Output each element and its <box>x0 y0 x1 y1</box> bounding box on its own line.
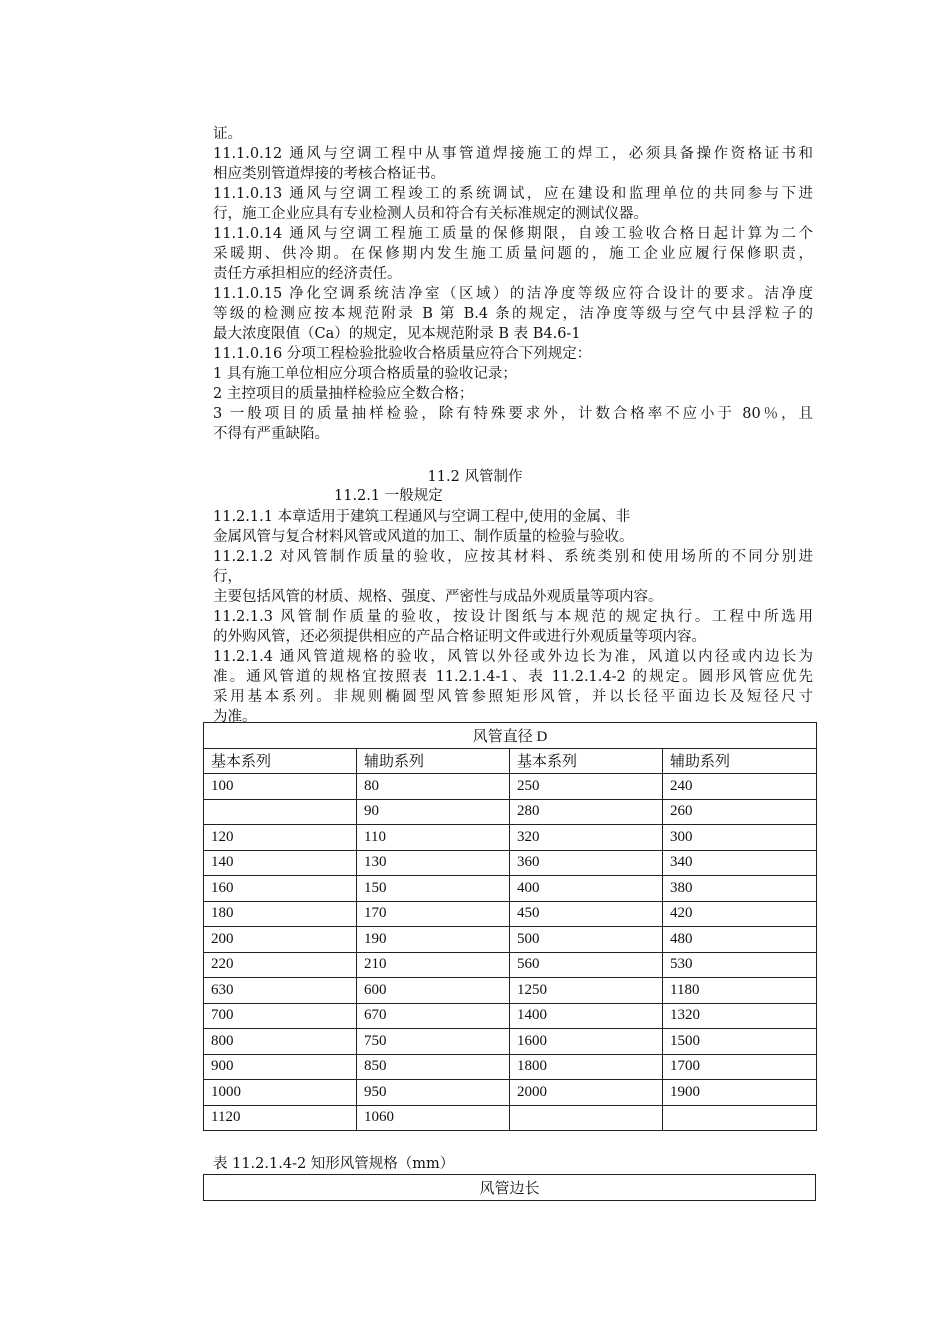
table-cell: 220 <box>204 952 357 978</box>
table-cell: 750 <box>357 1029 510 1055</box>
text-line: 最大浓度限值（Ca）的规定，见本规范附录 B 表 B4.6-1 <box>213 326 581 342</box>
table-cell: 260 <box>663 799 817 825</box>
table-cell: 400 <box>510 876 663 902</box>
text-line: 为准。 <box>213 709 257 725</box>
table-caption-row <box>204 723 817 749</box>
table-cell: 250 <box>510 774 663 800</box>
table-cell <box>663 1105 817 1131</box>
table-cell: 120 <box>204 825 357 851</box>
duct-diameter-table <box>203 722 817 1131</box>
table-cell: 140 <box>204 850 357 876</box>
table-row <box>204 1105 817 1131</box>
column-header: 辅助系列 <box>357 748 510 774</box>
table-caption: 风管直径 D <box>204 723 817 749</box>
table-cell: 110 <box>357 825 510 851</box>
text-line: 11.1.0.13 通风与空调工程竣工的系统调试，应在建设和监理单位的共同参与下进 <box>213 186 813 202</box>
table-cell: 1700 <box>663 1054 817 1080</box>
text-line: 11.1.0.12 通风与空调工程中从事管道焊接施工的焊工，必须具备操作资格证书和 <box>213 146 813 162</box>
table-cell: 340 <box>663 850 817 876</box>
text-line: 责任方承担相应的经济责任。 <box>213 266 402 282</box>
table2-title: 表 11.2.1.4-2 知形风管规格（mm） <box>213 1156 455 1172</box>
table-row <box>204 825 817 851</box>
table-cell: 700 <box>204 1003 357 1029</box>
table-cell: 2000 <box>510 1080 663 1106</box>
text-line: 1 具有施工单位相应分项合格质量的验收记录； <box>213 366 517 382</box>
column-header: 辅助系列 <box>663 748 817 774</box>
paragraphs-top <box>213 124 813 444</box>
text-line: 金属风管与复合材料风管或风道的加工、制作质量的检验与验收。 <box>213 529 634 545</box>
table-cell: 900 <box>204 1054 357 1080</box>
table-cell: 320 <box>510 825 663 851</box>
table-cell: 1060 <box>357 1105 510 1131</box>
text-line: 3 一般项目的质量抽样检验，除有特殊要求外，计数合格率不应小于 80％，且 <box>213 406 813 422</box>
table-cell: 80 <box>357 774 510 800</box>
table-cell: 210 <box>357 952 510 978</box>
text-line: 行，施工企业应具有专业检测人员和符合有关标准规定的测试仪器。 <box>213 206 648 222</box>
text-line: 主要包括风管的材质、规格、强度、严密性与成品外观质量等项内容。 <box>213 589 663 605</box>
text-line: 11.2.1.4 通风管道规格的验收，风管以外径或外边长为准，风道以内径或内边长为 <box>213 649 813 665</box>
table-cell: 420 <box>663 901 817 927</box>
table-row <box>204 850 817 876</box>
table-cell: 240 <box>663 774 817 800</box>
table-cell: 1180 <box>663 978 817 1004</box>
table-cell: 1000 <box>204 1080 357 1106</box>
table-cell: 500 <box>510 927 663 953</box>
section-title: 11.2 风管制作 <box>427 469 523 485</box>
table-row <box>204 1054 817 1080</box>
text-line: 采用基本系列。非规则椭圆型风管参照矩形风管，并以长径平面边长及短径尺寸 <box>213 689 813 705</box>
table-cell: 480 <box>663 927 817 953</box>
text-line: 11.2.1.1 本章适用于建筑工程通风与空调工程中,使用的金属、非 <box>213 509 631 525</box>
table-cell: 630 <box>204 978 357 1004</box>
table-row <box>204 901 817 927</box>
table-cell: 1500 <box>663 1029 817 1055</box>
table-cell: 450 <box>510 901 663 927</box>
text-line: 2 主控项目的质量抽样检验应全数合格； <box>213 386 474 402</box>
rectangular-duct-table <box>203 1174 816 1201</box>
table-cell: 1320 <box>663 1003 817 1029</box>
column-header: 基本系列 <box>510 748 663 774</box>
text-line: 11.1.0.16 分项工程检验批验收合格质量应符合下列规定： <box>213 346 592 362</box>
text-line: 准。通风管道的规格宜按照表 11.2.1.4-1、表 11.2.1.4-2 的规定。圆形风管应优先 <box>213 669 813 685</box>
table-cell: 130 <box>357 850 510 876</box>
table-cell: 170 <box>357 901 510 927</box>
table-row <box>204 1080 817 1106</box>
table-cell: 360 <box>510 850 663 876</box>
text-line: 11.1.0.14 通风与空调工程施工质量的保修期限，自竣工验收合格日起计算为二个 <box>213 226 813 242</box>
table-row <box>204 876 817 902</box>
table-caption: 风管边长 <box>204 1175 816 1201</box>
table-cell: 190 <box>357 927 510 953</box>
paragraphs-mid <box>213 507 813 727</box>
table-row <box>204 927 817 953</box>
table-cell: 950 <box>357 1080 510 1106</box>
column-header: 基本系列 <box>204 748 357 774</box>
text-line: 不得有严重缺陷。 <box>213 426 329 442</box>
table-cell: 90 <box>357 799 510 825</box>
table-header-row <box>204 748 817 774</box>
table-cell <box>510 1105 663 1131</box>
text-line: 11.1.0.15 净化空调系统洁净室（区域）的洁净度等级应符合设计的要求。洁净度 <box>213 286 813 302</box>
text-line: 行， <box>213 569 242 585</box>
table-cell: 850 <box>357 1054 510 1080</box>
table-cell <box>204 799 357 825</box>
table-cell: 1120 <box>204 1105 357 1131</box>
table-cell: 150 <box>357 876 510 902</box>
text-line: 11.2.1.2 对风管制作质量的验收，应按其材料、系统类别和使用场所的不同分别进 <box>213 549 813 565</box>
table-cell: 300 <box>663 825 817 851</box>
table-cell: 280 <box>510 799 663 825</box>
table-cell: 1600 <box>510 1029 663 1055</box>
subsection-title: 11.2.1 一般规定 <box>334 488 443 504</box>
table-cell: 1900 <box>663 1080 817 1106</box>
text-line: 11.2.1.3 风管制作质量的验收，按设计图纸与本规范的规定执行。工程中所选用 <box>213 609 813 625</box>
text-line: 等级的检测应按本规范附录 B 第 B.4 条的规定，洁净度等级与空气中县浮粒子的 <box>213 306 813 322</box>
table2-title-block <box>213 1154 813 1174</box>
table-cell: 600 <box>357 978 510 1004</box>
table-cell: 530 <box>663 952 817 978</box>
table-caption-row <box>204 1175 816 1201</box>
table-cell: 100 <box>204 774 357 800</box>
table-cell: 1400 <box>510 1003 663 1029</box>
table-cell: 180 <box>204 901 357 927</box>
table-row <box>204 1029 817 1055</box>
text-line: 相应类别管道焊接的考核合格证书。 <box>213 166 445 182</box>
table-row <box>204 1003 817 1029</box>
text-line: 证。 <box>213 126 242 142</box>
table-cell: 1250 <box>510 978 663 1004</box>
table-cell: 380 <box>663 876 817 902</box>
table-cell: 200 <box>204 927 357 953</box>
text-line: 的外购风管，还必须提供相应的产品合格证明文件或进行外观质量等项内容。 <box>213 629 706 645</box>
table-cell: 670 <box>357 1003 510 1029</box>
table-row <box>204 799 817 825</box>
text-line: 采暖期、供冷期。在保修期内发生施工质量问题的，施工企业应履行保修职责， <box>213 246 813 262</box>
table-row <box>204 774 817 800</box>
table-cell: 560 <box>510 952 663 978</box>
table-cell: 800 <box>204 1029 357 1055</box>
table-row <box>204 978 817 1004</box>
table-cell: 1800 <box>510 1054 663 1080</box>
table-cell: 160 <box>204 876 357 902</box>
table-row <box>204 952 817 978</box>
